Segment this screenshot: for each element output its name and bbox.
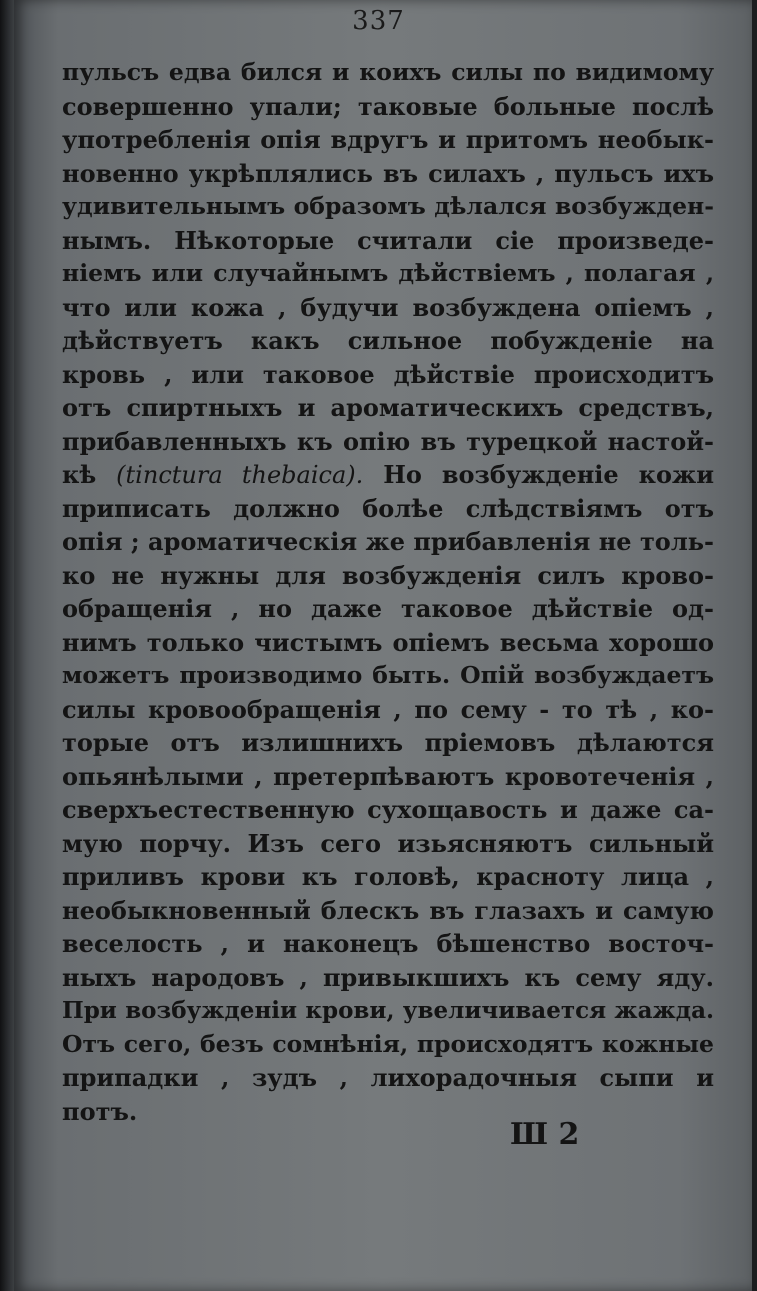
text-line-24: мую порчу. Изъ сего изьясняютъ сильный: [62, 828, 714, 858]
text-line-16: ко не нужны для возбужденія силъ крово-: [62, 560, 714, 590]
text-line-10: кровь , или таковое дѣйствіе происходитъ: [62, 359, 714, 389]
text-line-32: потъ.: [62, 1096, 138, 1126]
page-number: 337: [352, 6, 405, 36]
text-line-15: опія ; ароматическія же прибавленія не толь-: [62, 527, 714, 556]
text-line-23: сверхъестественную сухощавость и даже са-: [62, 795, 714, 824]
text-line-13: [62, 458, 714, 492]
text-line-2: совершенно упали; таковые больные послѣ: [62, 91, 714, 121]
text-line-13-tail: Но возбужденіе кожи: [383, 460, 714, 489]
signature-mark: Ш 2: [510, 1117, 580, 1152]
text-line-12: прибавленныхъ къ опію въ турецкой настой-: [62, 426, 714, 456]
text-line-4: новенно укрѣплялись въ силахъ , пульсъ ихъ: [62, 158, 714, 188]
text-line-13-head: кѣ: [62, 460, 97, 489]
text-line-5: удивительнымъ образомъ дѣлался возбужден-: [62, 192, 714, 220]
text-line-26: необыкновенный блескъ въ глазахъ и самую: [62, 895, 714, 925]
text-line-27: веселость , и наконецъ бѣшенство восточ-: [62, 929, 714, 958]
text-line-18: нимъ только чистымъ опіемъ весьма хорошо: [62, 627, 714, 657]
page-body-text: [62, 56, 714, 1128]
text-line-29: При возбужденіи крови, увеличивается жажда.: [62, 997, 714, 1024]
text-line-17: обращенія , но даже таковое дѣйствіе од-: [62, 594, 714, 623]
text-line-19: можетъ производимо быть. Опій возбуждаетъ: [62, 661, 714, 689]
text-line-22: опьянѣлыми , претерпѣваютъ кровотеченія ,: [62, 761, 714, 791]
book-gutter: [0, 0, 14, 1291]
text-line-14: приписать должно болѣе слѣдствіямъ отъ: [62, 493, 714, 523]
text-line-7: ніемъ или случайнымъ дѣйствіемъ , полагая ,: [62, 259, 714, 287]
text-line-1: пульсъ едва бился и коихъ силы по видимому: [62, 58, 714, 86]
text-line-9: дѣйствуетъ какъ сильное побужденіе на: [62, 326, 714, 355]
latin-term: (tinctura thebaica).: [116, 461, 364, 489]
text-line-11: отъ спиртныхъ и ароматическихъ средствъ,: [62, 393, 714, 422]
text-line-3: употребленія опія вдругъ и притомъ необык-: [62, 125, 714, 154]
text-line-25: приливъ крови къ головѣ, красноту лица ,: [62, 862, 714, 891]
text-line-21: торые отъ излишнихъ пріемовъ дѣлаются: [62, 728, 714, 757]
text-line-6: нымъ. Нѣкоторые считали сіе произведе-: [62, 225, 714, 255]
text-line-8: что или кожа , будучи возбуждена опіемъ ,: [62, 292, 714, 322]
text-line-20: силы кровообращенія , по сему - то тѣ , ко-: [62, 694, 714, 724]
text-line-30: Отъ сего, безъ сомнѣнія, происходятъ кожные: [62, 1029, 714, 1058]
text-line-31: припадки , зудъ , лихорадочныя сыпи и: [62, 1063, 714, 1092]
text-line-28: ныхъ народовъ , привыкшихъ къ сему яду.: [62, 962, 714, 992]
